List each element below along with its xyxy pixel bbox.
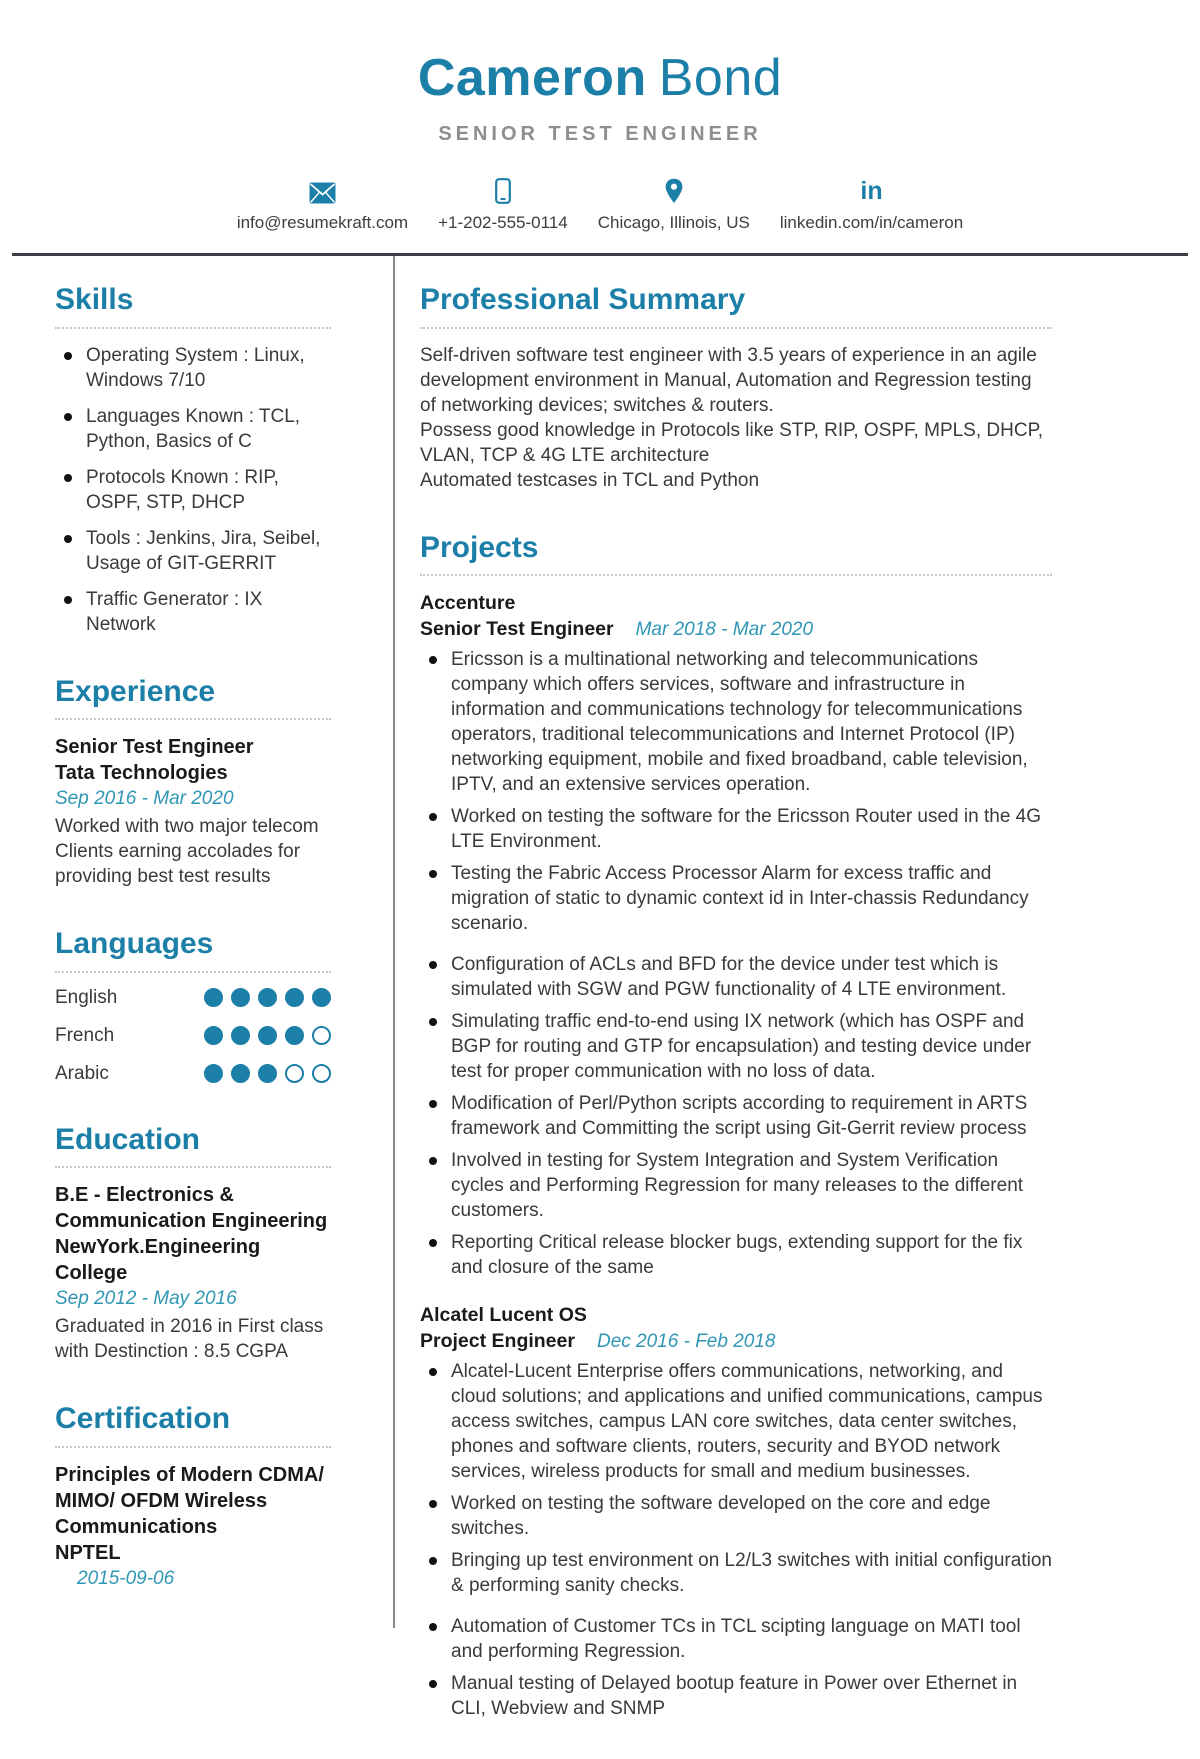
experience-section [55,675,331,890]
education-school: NewYork.Engineering College [55,1236,261,1285]
language-row [55,1063,331,1085]
languages-section [55,927,331,1085]
project-bullet: Reporting Critical release blocker bugs, extending support for the fix and closure of the same [420,1230,1052,1280]
project-bullet: Testing the Fabric Access Processor Alarm for excess traffic and migration of static to dynamic context id in Inter-chassis Redundancy scenario. [420,861,1052,936]
skill-item: Tools : Jenkins, Jira, Seibel, Usage of GIT-GERRIT [55,526,331,576]
project-dates: Dec 2016 - Feb 2018 [596,1331,776,1353]
summary-paragraph: Self-driven software test engineer with 3.5 years of experience in an agile development environment in Manual, Automation and Regression testing of networking devices; switches & routers. [420,344,1037,416]
header [0,0,1200,233]
certification-date: 2015-09-06 [77,1567,175,1589]
phone-value: +1-202-555-0114 [438,213,568,233]
skills-section [55,283,331,637]
summary-section [420,283,1052,493]
certification-issuer: NPTEL [55,1541,121,1564]
level-dot-filled [258,988,277,1007]
level-dot-filled [204,1064,223,1083]
linkedin-icon: in [860,177,883,206]
level-dot-filled [204,1026,223,1045]
language-name: English [55,986,118,1008]
first-name: Cameron [417,49,647,107]
summary-paragraph: Automated testcases in TCL and Python [420,469,760,491]
location-icon [664,178,684,204]
section-heading-skills: Skills [55,283,331,329]
skill-item: Protocols Known : RIP, OSPF, STP, DHCP [55,465,331,515]
section-heading-education: Education [55,1123,331,1169]
language-row [55,1025,331,1047]
education-dates: Sep 2012 - May 2016 [55,1288,237,1310]
left-column [0,256,393,1759]
level-dot-filled [204,988,223,1007]
project-role-line [420,1328,1052,1355]
certification-name: Principles of Modern CDMA/ MIMO/ OFDM Wireless Communications [55,1463,324,1538]
language-level-dots [204,1064,331,1083]
project-bullet: Modification of Perl/Python scripts according to requirement in ARTS framework and Committing the script using Git-Gerrit review process [420,1091,1052,1141]
project-role-line [420,616,1052,643]
level-dot-empty [312,1026,331,1045]
level-dot-filled [258,1026,277,1045]
project-bullet: Worked on testing the software for the Ericsson Router used in the 4G LTE Environment. [420,804,1052,854]
language-level-dots [204,1026,331,1045]
skill-item: Traffic Generator : IX Network [55,587,331,637]
linkedin-value: linkedin.com/in/cameron [779,213,964,233]
project-role: Senior Test Engineer [420,618,614,641]
main-content [0,256,1200,1759]
phone-icon [495,178,511,204]
contact-item-linkedin [780,178,963,233]
language-level-dots [204,988,331,1007]
contact-item-email [237,178,408,233]
last-name: Bond [658,49,783,107]
project-role: Project Engineer [420,1330,575,1353]
project-dates: Mar 2018 - Mar 2020 [635,619,814,641]
project-bullet: Alcatel-Lucent Enterprise offers communications, networking, and cloud solutions; and applications and unified communications, campus access switches, campus LAN core switches, data center switches, phones and software clients, routers, security and BYOD network services, wireless products for small and medium businesses. [420,1359,1052,1484]
job-title: SENIOR TEST ENGINEER [438,123,762,146]
experience-description: Worked with two major telecom Clients earning accolades for providing best test results [55,816,319,888]
project-entry [420,1302,1052,1721]
level-dot-filled [258,1064,277,1083]
level-dot-filled [231,1026,250,1045]
project-bullet: Involved in testing for System Integration and System Verification cycles and Performing Regression for many releases to the different customers. [420,1148,1052,1223]
project-bullet: Manual testing of Delayed bootup feature in Power over Ethernet in CLI, Webview and SNMP [420,1671,1052,1721]
candidate-name [0,50,1200,107]
section-heading-experience: Experience [55,675,331,721]
project-company: Accenture [420,592,516,615]
level-dot-filled [312,988,331,1007]
section-heading-projects: Projects [420,531,1052,577]
certification-meta [55,1540,331,1592]
project-bullet-list [420,647,1052,1280]
project-bullet: Automation of Customer TCs in TCL scipting language on MATI tool and performing Regression. [420,1614,1052,1664]
skills-list [55,343,331,637]
project-bullet: Bringing up test environment on L2/L3 switches with initial configuration & performing sanity checks. [420,1548,1052,1598]
contact-item-location [598,178,750,233]
summary-paragraph: Possess good knowledge in Protocols like STP, RIP, OSPF, MPLS, DHCP, VLAN, TCP & 4G LTE architecture [420,419,1044,466]
contact-item-phone [438,178,568,233]
experience-role: Senior Test Engineer [55,736,254,759]
language-row [55,987,331,1009]
section-heading-certification: Certification [55,1402,331,1448]
education-description: Graduated in 2016 in First class with Destinction : 8.5 CGPA [55,1316,324,1363]
skill-item: Operating System : Linux, Windows 7/10 [55,343,331,393]
email-icon [309,178,336,204]
project-bullet: Simulating traffic end-to-end using IX network (which has OSPF and BGP for routing and GTP for encapsulation) and testing device under test for proper communication with no loss of data. [420,1009,1052,1084]
project-company: Alcatel Lucent OS [420,1304,587,1327]
level-dot-filled [285,1026,304,1045]
project-bullet: Worked on testing the software developed on the core and edge switches. [420,1491,1052,1541]
skill-item: Languages Known : TCL, Python, Basics of C [55,404,331,454]
education-section [55,1123,331,1365]
section-heading-languages: Languages [55,927,331,973]
column-divider [393,256,395,1628]
experience-dates: Sep 2016 - Mar 2020 [55,788,234,810]
project-bullet: Configuration of ACLs and BFD for the device under test which is simulated with SGW and PGW functionality of 4 LTE environment. [420,952,1052,1002]
right-column [393,256,1200,1759]
section-heading-summary: Professional Summary [420,283,1052,329]
project-entry [420,590,1052,1280]
location-value: Chicago, Illinois, US [597,213,750,233]
language-name: French [55,1024,115,1046]
education-degree: B.E - Electronics & Communication Engineering [55,1184,328,1233]
level-dot-filled [231,988,250,1007]
level-dot-empty [285,1064,304,1083]
project-bullet-list [420,1359,1052,1721]
certification-section [55,1402,331,1592]
contact-row [0,178,1200,233]
level-dot-filled [285,988,304,1007]
email-value: info@resumekraft.com [236,213,409,233]
project-bullet: Ericsson is a multinational networking and telecommunications company which offers services, software and infrastructure in information and communications technology for telecommunications operators, traditional telecommunications and Internet Protocol (IP) networking equipment, mobile and fixed broadband, cable television, IPTV, and an extensive services operation. [420,647,1052,797]
level-dot-empty [312,1064,331,1083]
level-dot-filled [231,1064,250,1083]
language-name: Arabic [55,1062,109,1084]
experience-company: Tata Technologies [55,762,228,785]
projects-section [420,531,1052,1722]
